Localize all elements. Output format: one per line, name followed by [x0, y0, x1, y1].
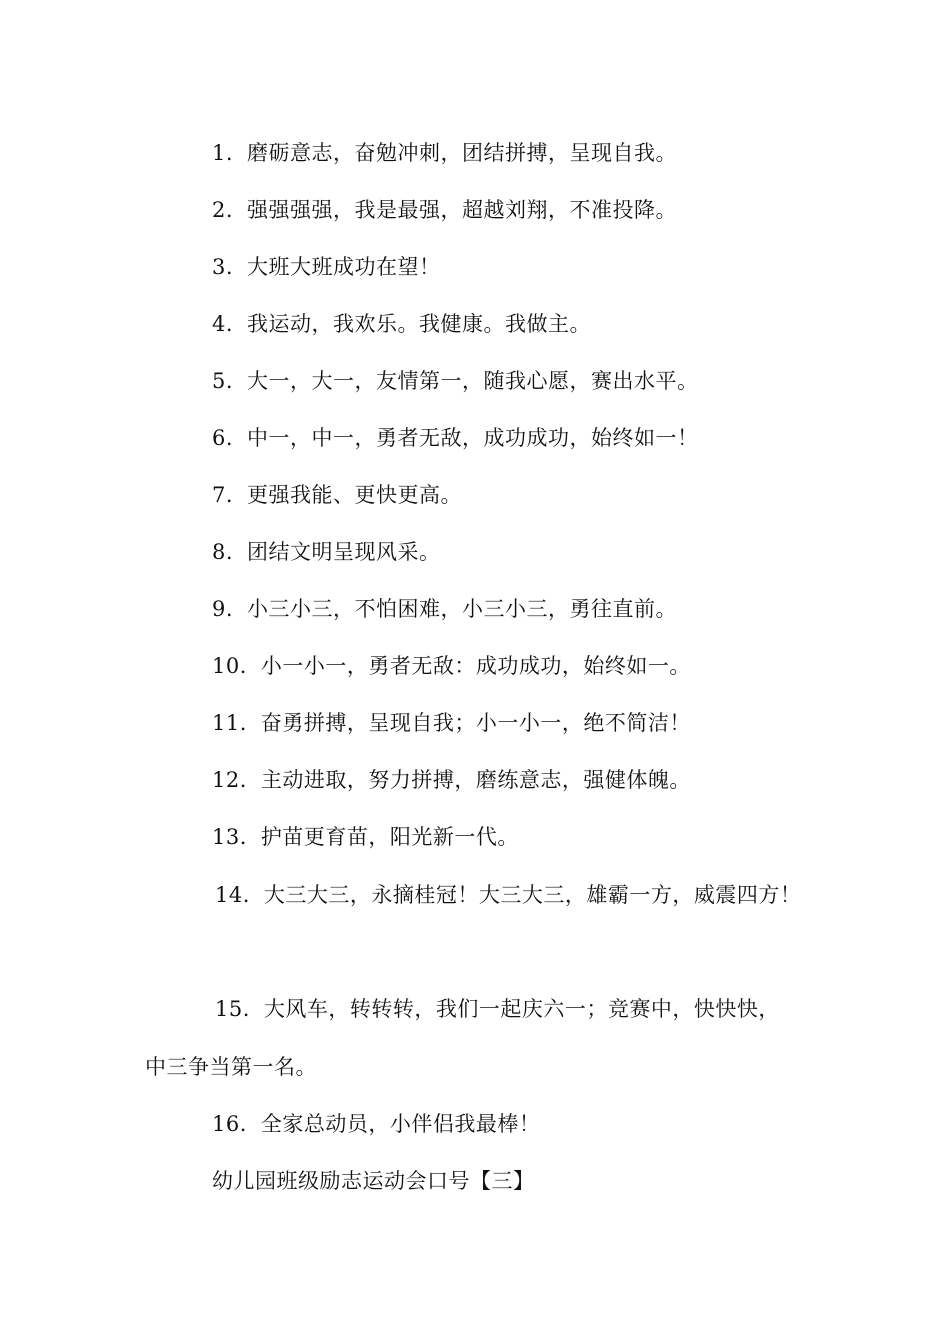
item-text-continuation: 中三争当第一名。: [145, 1055, 317, 1079]
item-text: 主动进取，努力拼搏，磨练意志，强健体魄。: [260, 768, 691, 792]
item-number: 2.: [212, 198, 234, 222]
item-number: 9.: [212, 597, 234, 621]
list-item: [212, 481, 462, 509]
item-number: 11.: [212, 711, 247, 735]
list-item-continuation: [145, 1053, 317, 1081]
item-number: 6.: [212, 426, 234, 450]
item-text: 大一，大一，友情第一，随我心愿，赛出水平。: [247, 369, 699, 393]
list-item: [215, 881, 801, 909]
item-number: 3.: [212, 255, 234, 279]
section-heading: [212, 1167, 535, 1195]
item-number: 15.: [215, 997, 250, 1021]
list-item: [212, 253, 441, 281]
item-number: 12.: [212, 768, 247, 792]
item-number: 7.: [212, 483, 234, 507]
item-number: 8.: [212, 540, 234, 564]
item-text: 大三大三，永摘桂冠！大三大三，雄霸一方，威震四方！: [263, 883, 802, 907]
list-item: [212, 1110, 540, 1138]
item-number: 16.: [212, 1112, 247, 1136]
list-item: [212, 709, 691, 737]
item-text: 全家总动员，小伴侣我最棒！: [260, 1112, 541, 1136]
item-text: 我运动，我欢乐。我健康。我做主。: [247, 312, 592, 336]
item-text: 磨砺意志，奋勉冲刺，团结拼搏，呈现自我。: [247, 141, 678, 165]
item-text: 大班大班成功在望！: [247, 255, 441, 279]
item-text: 团结文明呈现风采。: [247, 540, 441, 564]
item-text: 强强强强，我是最强，超越刘翔，不准投降。: [247, 198, 678, 222]
item-text: 护苗更育苗，阳光新一代。: [260, 825, 519, 849]
list-item: [212, 310, 591, 338]
item-text: 小一小一，勇者无敌：成功成功，始终如一。: [260, 654, 691, 678]
list-item: [212, 538, 441, 566]
list-item: [212, 139, 677, 167]
item-number: 13.: [212, 825, 247, 849]
item-text: 小三小三，不怕困难，小三小三，勇往直前。: [247, 597, 678, 621]
list-item: [212, 823, 519, 851]
list-item: [212, 652, 691, 680]
item-number: 14.: [215, 883, 250, 907]
item-number: 5.: [212, 369, 234, 393]
item-text: 更强我能、更快更高。: [247, 483, 463, 507]
list-item: [215, 995, 780, 1023]
list-item: [212, 766, 691, 794]
item-number: 4.: [212, 312, 234, 336]
section-heading-text: 幼儿园班级励志运动会口号【三】: [212, 1169, 535, 1193]
list-item: [212, 595, 677, 623]
item-number: 1.: [212, 141, 234, 165]
list-item: [212, 196, 677, 224]
list-item: [212, 367, 699, 395]
list-item: [212, 424, 699, 452]
item-text: 中一，中一，勇者无敌，成功成功，始终如一！: [247, 426, 699, 450]
item-text: 奋勇拼搏，呈现自我；小一小一，绝不简洁！: [260, 711, 691, 735]
item-number: 10.: [212, 654, 247, 678]
item-text: 大风车，转转转，我们一起庆六一；竞赛中，快快快，: [263, 997, 780, 1021]
